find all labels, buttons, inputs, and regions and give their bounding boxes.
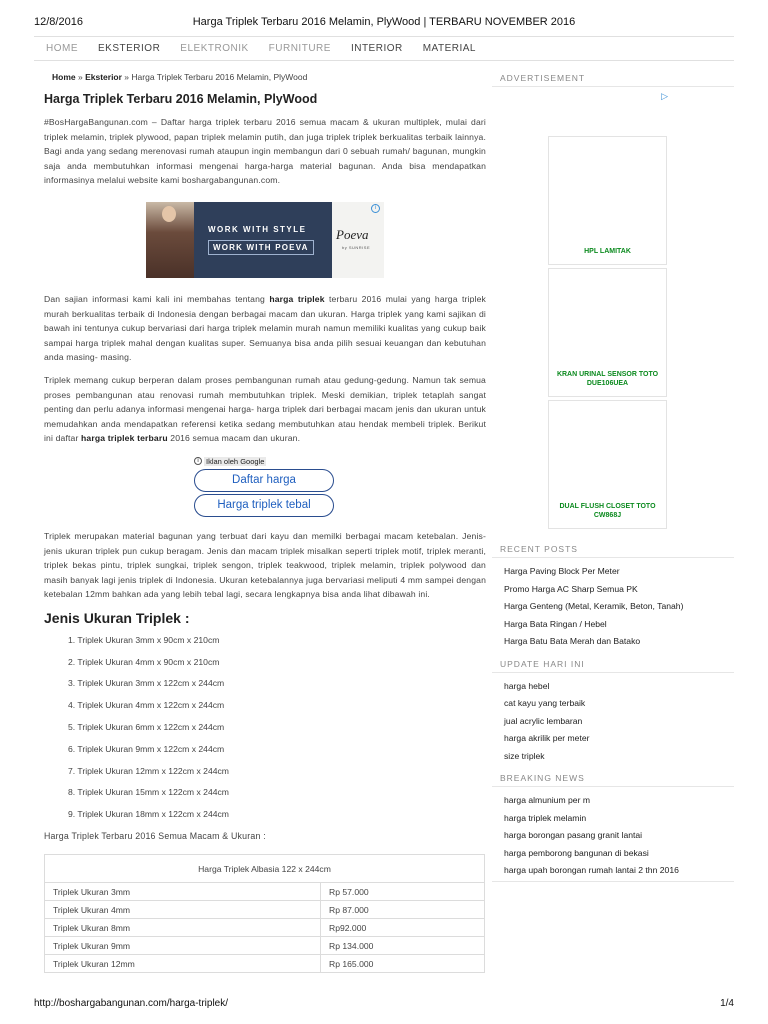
banner-line-2: WORK WITH POEVA bbox=[208, 240, 314, 255]
breaking-news-link[interactable]: harga borongan pasang granit lantai bbox=[504, 830, 643, 840]
breadcrumb-home[interactable]: Home bbox=[52, 72, 76, 82]
breaking-news-link[interactable]: harga almunium per m bbox=[504, 795, 590, 805]
advertisement-title: ADVERTISEMENT bbox=[500, 73, 586, 83]
table-header: Harga Triplek Albasia 122 x 244cm bbox=[45, 855, 485, 883]
recent-post-link[interactable]: Promo Harga AC Sharp Semua PK bbox=[504, 583, 638, 594]
divider bbox=[492, 786, 734, 787]
list-item: 2. Triplek Ukuran 4mm x 90cm x 210cm bbox=[68, 656, 220, 667]
update-list bbox=[492, 679, 734, 767]
ad-link-harga-triplek-tebal[interactable]: Harga triplek tebal bbox=[194, 494, 334, 517]
keyword-harga-triplek: harga triplek bbox=[269, 293, 325, 304]
print-url: http://boshargabangunan.com/harga-triplek/ bbox=[34, 998, 229, 1009]
breaking-news-list bbox=[492, 793, 734, 881]
paragraph-2 bbox=[44, 292, 486, 365]
paragraph-3-text: Triplek memang cukup berperan dalam proses pembangunan rumah atau gedung-gedung. Namun tak semua proses pembangunan atau renovasi rumah membutuhkan triplek. Meski demikian, triplek tetaplah sangat penting dan perlu adanya informasi mengenai harga- harga triplek dari berbagai macam jenis dan ukuran untuk memudahkan anda mendapatkan referensi ketika sedang membutuhkan atau hendak membeli triplek. Berikut ini daftar bbox=[44, 374, 486, 444]
google-ad-links bbox=[194, 456, 334, 517]
banner-line-1: WORK WITH STYLE bbox=[208, 224, 307, 234]
breadcrumb-separator: » bbox=[75, 72, 86, 82]
article bbox=[44, 70, 486, 973]
update-widget bbox=[492, 656, 734, 767]
recent-post-link[interactable]: Harga Genteng (Metal, Keramik, Beton, Tanah) bbox=[504, 601, 684, 611]
divider bbox=[492, 881, 734, 882]
recent-post-link[interactable]: Harga Batu Bata Merah dan Batako bbox=[504, 636, 641, 646]
recent-posts-list bbox=[492, 564, 734, 652]
table-cell-price: Rp 57.000 bbox=[321, 883, 485, 901]
brand-logo: Poeva bbox=[336, 226, 369, 242]
ad-card-kran-urinal[interactable]: KRAN URINAL SENSOR TOTO DUE106UEA bbox=[548, 268, 667, 397]
info-icon[interactable]: i bbox=[194, 457, 202, 465]
table-row bbox=[45, 937, 485, 955]
keyword-harga-triplek-terbaru: harga triplek terbaru bbox=[81, 433, 168, 444]
divider bbox=[492, 672, 734, 673]
breadcrumb-separator: » bbox=[121, 72, 132, 82]
list-item: 1. Triplek Ukuran 3mm x 90cm x 210cm bbox=[68, 634, 220, 645]
breadcrumb-current: Harga Triplek Terbaru 2016 Melamin, PlyWood bbox=[131, 72, 308, 82]
ad-card-dual-flush-closet[interactable]: DUAL FLUSH CLOSET TOTO CW868J bbox=[548, 400, 667, 529]
list-item: 6. Triplek Ukuran 9mm x 122cm x 244cm bbox=[68, 743, 225, 754]
list-item: 4. Triplek Ukuran 4mm x 122cm x 244cm bbox=[68, 700, 225, 711]
update-title: UPDATE HARI INI bbox=[500, 658, 585, 669]
adchoices-icon[interactable]: i bbox=[371, 204, 380, 213]
breadcrumb bbox=[52, 72, 486, 84]
divider bbox=[492, 557, 734, 558]
breaking-news-widget bbox=[492, 770, 734, 882]
table-cell-name: Triplek Ukuran 9mm bbox=[45, 937, 321, 955]
table-cell-price: Rp 165.000 bbox=[321, 955, 485, 973]
adchoices-play-icon[interactable]: ▷ bbox=[661, 91, 668, 101]
brand-logo-sub: by SUNRISE bbox=[342, 244, 371, 250]
table-cell-name: Triplek Ukuran 8mm bbox=[45, 919, 321, 937]
nav-eksterior[interactable]: EKSTERIOR bbox=[98, 43, 161, 54]
ad-links-label-text: Iklan oleh Google bbox=[206, 456, 265, 466]
paragraph-2-text: Dan sajian informasi kami kali ini membahas tentang bbox=[44, 293, 270, 304]
table-cell-price: Rp 134.000 bbox=[321, 937, 485, 955]
recent-post-link[interactable]: Harga Paving Block Per Meter bbox=[504, 566, 620, 576]
price-table bbox=[44, 854, 485, 973]
table-row bbox=[45, 955, 485, 973]
list-item: 5. Triplek Ukuran 6mm x 122cm x 244cm bbox=[68, 722, 225, 733]
nav-interior[interactable]: INTERIOR bbox=[350, 43, 403, 54]
banner-ad[interactable] bbox=[146, 202, 384, 278]
update-link[interactable]: size triplek bbox=[504, 750, 545, 761]
ad-card-hpl-lamitak[interactable]: HPL LAMITAK bbox=[548, 136, 667, 265]
nav-furniture[interactable]: FURNITURE bbox=[268, 43, 331, 54]
list-item: 7. Triplek Ukuran 12mm x 122cm x 244cm bbox=[68, 765, 229, 776]
sizes-heading: Jenis Ukuran Triplek : bbox=[44, 609, 190, 626]
breaking-news-link[interactable]: harga triplek melamin bbox=[504, 812, 587, 823]
sidebar bbox=[492, 70, 734, 882]
table-row bbox=[45, 883, 485, 901]
table-cell-name: Triplek Ukuran 12mm bbox=[45, 955, 321, 973]
table-row bbox=[45, 919, 485, 937]
paragraph-3 bbox=[44, 373, 486, 446]
divider bbox=[492, 86, 734, 87]
breaking-news-link[interactable]: harga upah borongan rumah lantai 2 thn 2016 bbox=[504, 865, 679, 875]
nav-material[interactable]: MATERIAL bbox=[422, 43, 476, 54]
print-date: 12/8/2016 bbox=[34, 16, 83, 28]
table-cell-price: Rp 87.000 bbox=[321, 901, 485, 919]
ad-links-label bbox=[194, 456, 334, 467]
main-nav bbox=[34, 36, 734, 61]
print-title: Harga Triplek Terbaru 2016 Melamin, PlyWood | TERBARU NOVEMBER 2016 bbox=[192, 16, 576, 28]
price-table-caption: Harga Triplek Terbaru 2016 Semua Macam & Ukuran : bbox=[44, 831, 266, 842]
update-link[interactable]: jual acrylic lembaran bbox=[504, 715, 583, 726]
print-page-number: 1/4 bbox=[720, 998, 734, 1009]
sizes-list bbox=[44, 633, 486, 829]
update-link[interactable]: harga hebel bbox=[504, 680, 550, 691]
intro-paragraph: #BosHargaBangunan.com – Daftar harga triplek terbaru 2016 semua macam & ukuran multiplek, mulai dari triplek melamin, triplek plywood, papan triplek melamin putih, dan juga triplek triplek berkualitas terbaik lainnya. Bagi anda yang sedang merenovasi rumah ataupun ingin membangun dari 0 sebuah rumah/ bagunan, mungkin saja anda membutuhkan informasi mengenai harga-harga material bagunan. Anda bisa mendapatkan informasinya melalui website kami boshargabangunan.com. bbox=[44, 117, 486, 186]
recent-post-link[interactable]: Harga Bata Ringan / Hebel bbox=[504, 618, 607, 629]
update-link[interactable]: cat kayu yang terbaik bbox=[504, 698, 586, 708]
paragraph-4: Triplek merupakan material bagunan yang terbuat dari kayu dan memilki berbagai macam ketebalan. Jenis-jenis ukuran triplek pun cukup beragam. Jenis dan macam triplek misalkan seperti triplek motif, triplek meranti, triplek bekas pintu, triplek sungkai, triplek sengon, triplek teakwood, triplek melamin, triplek polywood dan masih banyak lagi jenis triplek di Indonesia. Ukuran ketebalannya juga bervariasi meliputi 4 mm sampei dengan ketebalan 12mm bahkan ada yang lebih tebal lagi, secara lengkapnya bisa anda lihat dibawah ini. bbox=[44, 530, 486, 600]
recent-posts-widget bbox=[492, 541, 734, 652]
model-face bbox=[162, 206, 176, 222]
recent-posts-title: RECENT POSTS bbox=[500, 544, 578, 554]
breadcrumb-eksterior[interactable]: Eksterior bbox=[85, 72, 122, 82]
sidebar-ad bbox=[546, 93, 671, 529]
page-title: Harga Triplek Terbaru 2016 Melamin, PlyWood bbox=[44, 92, 318, 106]
ad-link-daftar-harga[interactable]: Daftar harga bbox=[194, 469, 334, 492]
table-header-row bbox=[45, 855, 485, 883]
nav-elektronik[interactable]: ELEKTRONIK bbox=[180, 43, 249, 54]
table-cell-price: Rp92.000 bbox=[321, 919, 485, 937]
table-cell-name: Triplek Ukuran 3mm bbox=[45, 883, 321, 901]
list-item: 9. Triplek Ukuran 18mm x 122cm x 244cm bbox=[68, 809, 229, 820]
breaking-news-title: BREAKING NEWS bbox=[500, 773, 585, 783]
nav-home[interactable]: HOME bbox=[46, 43, 78, 54]
print-footer bbox=[34, 998, 734, 1012]
table-row bbox=[45, 901, 485, 919]
list-item: 3. Triplek Ukuran 3mm x 122cm x 244cm bbox=[68, 678, 225, 689]
paragraph-2-text: terbaru 2016 mulai yang harga triplek murah berkualitas terbaik di Indonesia dengan berbagai macam dan ukuran. Harga triplek yang kami sajikan di bawah ini tentunya cukup bervariasi dari harga triplek melamin murah namun memiliki kualitas yang cukup baik sampai harga triplek mahal dengan kualitas super. Semuanya bisa anda pilih sesuai keuangan dan kebutuhan anda masing- masing. bbox=[44, 293, 486, 363]
table-cell-name: Triplek Ukuran 4mm bbox=[45, 901, 321, 919]
update-link[interactable]: harga akrilik per meter bbox=[504, 733, 590, 743]
list-item: 8. Triplek Ukuran 15mm x 122cm x 244cm bbox=[68, 787, 229, 798]
breaking-news-link[interactable]: harga pemborong bangunan di bekasi bbox=[504, 847, 649, 858]
print-header bbox=[34, 16, 734, 30]
paragraph-3-text: 2016 semua macam dan ukuran. bbox=[167, 433, 301, 444]
